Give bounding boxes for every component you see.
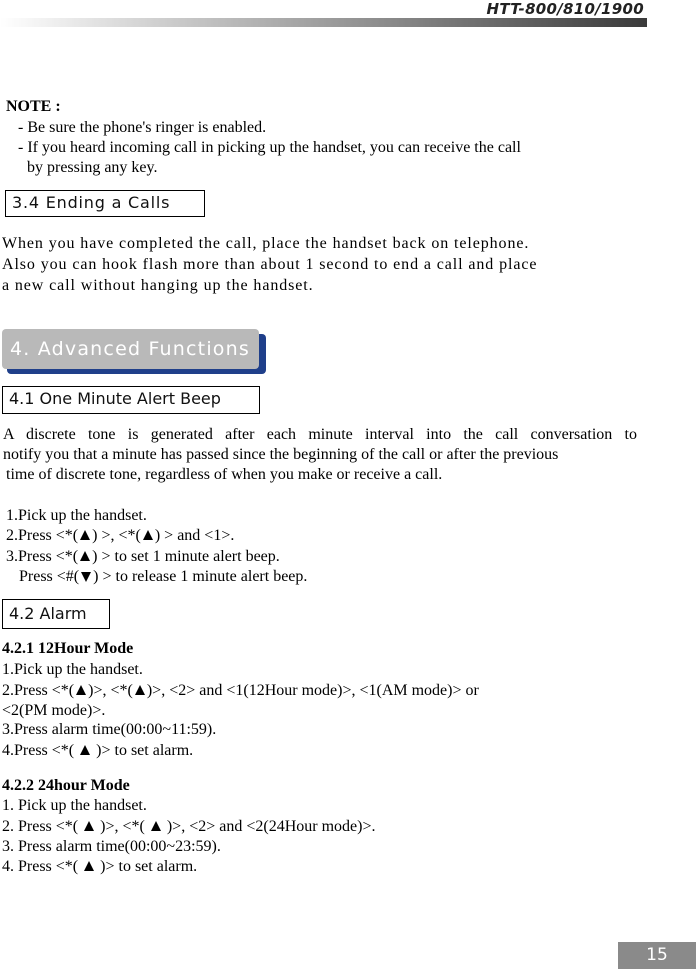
step-text: )>, <2> and <2(24Hour mode)>. <box>162 818 376 835</box>
section-heading-3-4: 3.4 Ending a Calls <box>5 190 205 217</box>
step-text: 4.Press <*( <box>2 742 79 759</box>
paragraph-line: A discrete tone is generated after each minute interval into the call conversation to <box>3 426 637 443</box>
chapter-heading: 4. Advanced Functions <box>2 329 259 369</box>
step-text: ) > to set 1 minute alert beep. <box>92 548 280 565</box>
model-label: HTT-800/810/1900 <box>486 0 644 18</box>
step-text: )> to set alarm. <box>96 858 198 875</box>
step-text: 1.Pick up the handset. <box>6 507 147 524</box>
step-text: )> to set alarm. <box>92 742 194 759</box>
header-bar <box>0 18 647 27</box>
step-text: 3. Press alarm time(00:00~23:59). <box>2 838 221 855</box>
step-text: 4. Press <*( <box>2 858 83 875</box>
subsection-title: 4.2.2 24hour Mode <box>2 777 130 794</box>
down-arrow-icon <box>80 567 92 581</box>
paragraph-line: time of discrete tone, regardless of when you make or receive a call. <box>6 466 443 483</box>
step-text: )>, <2> and <1(12Hour mode)>, <1(AM mode)> or <box>146 682 479 699</box>
step-text: 3.Press alarm time(00:00~11:59). <box>2 721 217 738</box>
step-text: 1.Pick up the handset. <box>2 661 143 678</box>
up-arrow-icon <box>75 681 87 695</box>
step-line <box>2 680 479 701</box>
up-arrow-icon <box>83 857 95 871</box>
paragraph-line: a new call without hanging up the handset. <box>2 277 314 294</box>
step-text: )>, <*( <box>96 818 149 835</box>
section-heading-4-1: 4.1 One Minute Alert Beep <box>2 386 260 414</box>
step-text: 2. Press <*( <box>2 818 83 835</box>
up-arrow-icon <box>79 741 91 755</box>
subsection-title: 4.2.1 12Hour Mode <box>2 640 134 657</box>
step-line <box>6 525 234 546</box>
up-arrow-icon <box>79 547 91 561</box>
step-text: 2.Press <*( <box>6 527 79 544</box>
up-arrow-icon <box>79 526 91 540</box>
note-line: by pressing any key. <box>27 159 158 176</box>
step-line <box>2 816 375 837</box>
step-text: ) > and <1>. <box>154 527 235 544</box>
step-text: 2.Press <*( <box>2 682 75 699</box>
step-line <box>6 546 280 567</box>
note-line: - Be sure the phone's ringer is enabled. <box>18 119 267 136</box>
up-arrow-icon <box>142 526 154 540</box>
up-arrow-icon <box>83 817 95 831</box>
step-text: <2(PM mode)>. <box>2 702 106 719</box>
note-title: NOTE : <box>6 98 61 115</box>
up-arrow-icon <box>150 817 162 831</box>
step-text: Press <#( <box>19 568 80 585</box>
paragraph-line: notify you that a minute has passed since the beginning of the call or after the previous <box>3 446 559 463</box>
step-text: 3.Press <*( <box>6 548 79 565</box>
step-line <box>2 856 197 877</box>
step-line <box>19 566 307 587</box>
up-arrow-icon <box>134 681 146 695</box>
step-text: ) >, <*( <box>92 527 141 544</box>
note-line: - If you heard incoming call in picking up the handset, you can receive the call <box>18 139 521 156</box>
step-line <box>2 740 193 761</box>
step-text: 1. Pick up the handset. <box>2 797 147 814</box>
step-text: ) > to release 1 minute alert beep. <box>93 568 308 585</box>
section-heading-4-2: 4.2 Alarm <box>2 599 110 629</box>
page-number: 15 <box>618 942 696 969</box>
step-text: )>, <*( <box>88 682 133 699</box>
paragraph-line: When you have completed the call, place the handset back on telephone. <box>2 235 530 252</box>
paragraph-line: Also you can hook flash more than about 1 second to end a call and place <box>2 256 538 273</box>
